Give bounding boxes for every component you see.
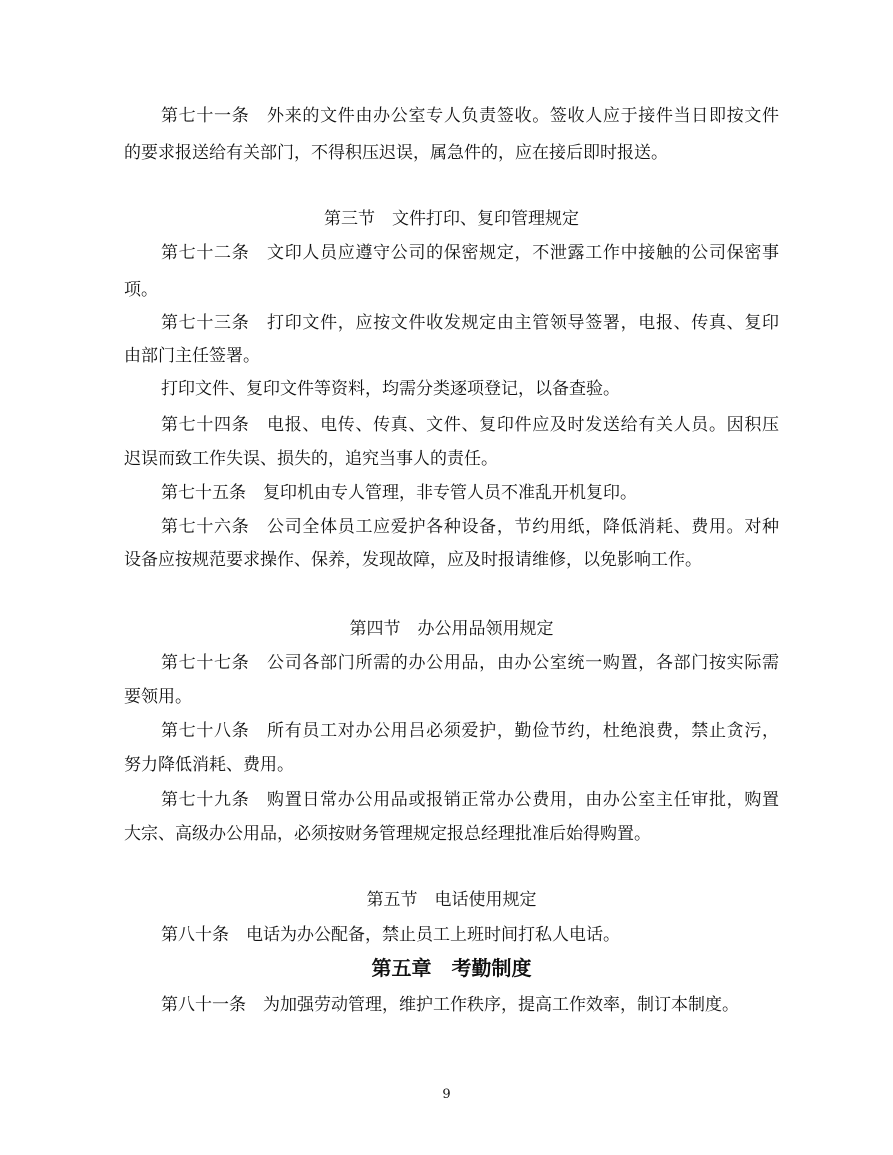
page-number: 9 (442, 1087, 451, 1102)
section-5-heading: 第五节 电话使用规定 (366, 890, 537, 910)
chapter-5-heading: 第五章 考勤制度 (371, 956, 532, 980)
article-81-line-1: 第八十一条 为加强劳动管理，维护工作秩序，提高工作效率，制订本制度。 (161, 995, 739, 1015)
article-71-line-2: 的要求报送给有关部门，不得积压迟误，属急件的，应在接后即时报送。 (124, 143, 668, 163)
article-76-line-2: 设备应按规范要求操作、保养，发现故障，应及时报请维修，以免影响工作。 (124, 550, 702, 570)
article-79-line-1: 第七十九条 购置日常办公用品或报销正常办公费用，由办公室主任审批，购置 (161, 790, 779, 810)
article-72-line-1: 第七十二条 文印人员应遵守公司的保密规定，不泄露工作中接触的公司保密事 (161, 243, 779, 263)
article-78-line-2: 努力降低消耗、费用。 (124, 755, 294, 775)
article-73-line-3: 打印文件、复印文件等资料，均需分类逐项登记，以备查验。 (161, 379, 620, 399)
article-75-line-1: 第七十五条 复印机由专人管理，非专管人员不准乱开机复印。 (161, 483, 637, 503)
article-74-line-1: 第七十四条 电报、电传、传真、文件、复印件应及时发送给有关人员。因积压 (161, 415, 779, 435)
article-71-line-1: 第七十一条 外来的文件由办公室专人负责签收。签收人应于接件当日即按文件 (161, 106, 779, 126)
article-78-line-1: 第七十八条 所有员工对办公用吕必须爱护，勤俭节约，杜绝浪费，禁止贪污， (161, 721, 779, 741)
article-73-line-1: 第七十三条 打印文件，应按文件收发规定由主管领导签署，电报、传真、复印 (161, 313, 779, 333)
article-72-line-2: 项。 (124, 280, 158, 300)
article-73-line-2: 由部门主任签署。 (124, 346, 260, 366)
article-77-line-2: 要领用。 (124, 687, 192, 707)
article-80-line-1: 第八十条 电话为办公配备，禁止员工上班时间打私人电话。 (161, 925, 620, 945)
section-4-heading: 第四节 办公用品领用规定 (349, 619, 554, 639)
article-76-line-1: 第七十六条 公司全体员工应爱护各种设备，节约用纸，降低消耗、费用。对种 (161, 517, 779, 537)
section-3-heading: 第三节 文件打印、复印管理规定 (324, 209, 579, 229)
article-79-line-2: 大宗、高级办公用品，必须按财务管理规定报总经理批准后始得购置。 (124, 824, 651, 844)
article-74-line-2: 迟误而致工作失误、损失的，追究当事人的责任。 (124, 449, 498, 469)
article-77-line-1: 第七十七条 公司各部门所需的办公用品，由办公室统一购置，各部门按实际需 (161, 653, 779, 673)
